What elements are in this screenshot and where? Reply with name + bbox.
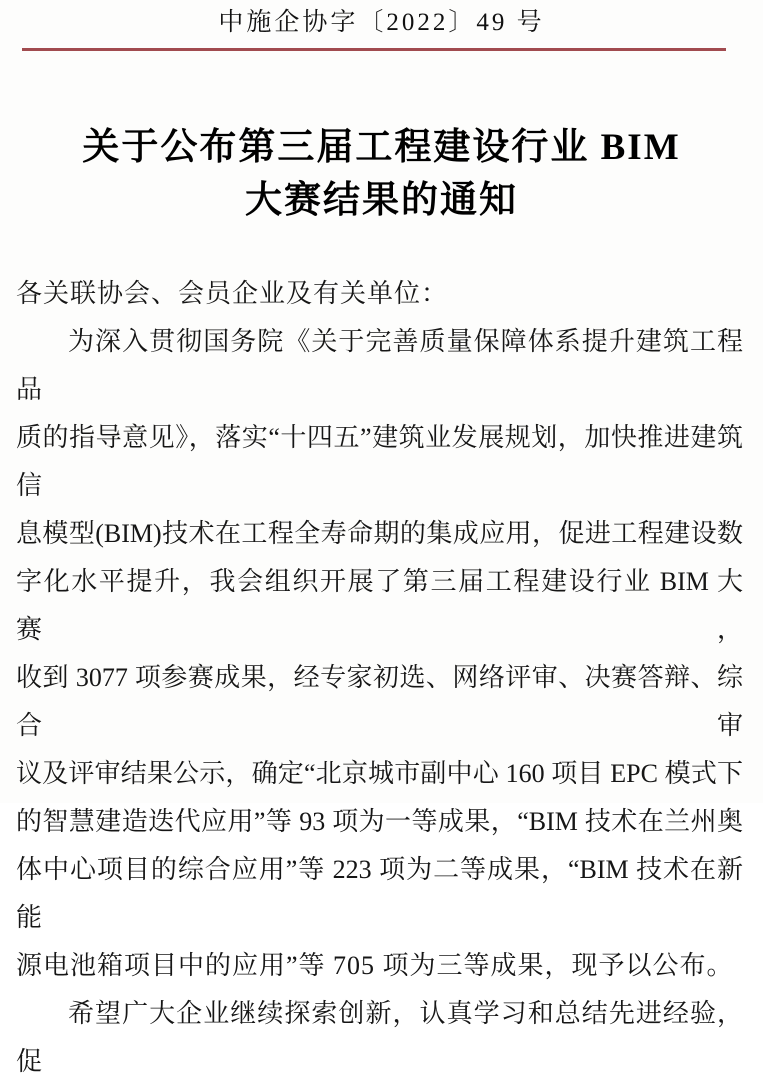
body-line: 息模型(BIM)技术在工程全寿命期的集成应用，促进工程建设数 <box>16 519 743 548</box>
title-line-2: 大赛结果的通知 <box>245 180 518 221</box>
body-line: 字化水平提升，我会组织开展了第三届工程建设行业 BIM 大赛， <box>16 567 743 644</box>
title-line-1: 关于公布第三届工程建设行业 BIM <box>82 127 681 168</box>
doc-number: 中施企协字〔2022〕49 号 <box>218 9 545 36</box>
body-line: 源电池箱项目中的应用”等 705 项为三等成果，现予以公布。 <box>16 951 734 980</box>
document-body <box>16 270 743 1086</box>
body-line: 议及评审结果公示，确定“北京城市副中心 160 项目 EPC 模式下 <box>16 759 743 788</box>
body-line: 体中心项目的综合应用”等 223 项为二等成果，“BIM 技术在新能 <box>16 855 743 932</box>
body-line: 为深入贯彻国务院《关于完善质量保障体系提升建筑工程品 <box>16 327 743 404</box>
document-title <box>0 121 763 227</box>
salutation-line: 各关联协会、会员企业及有关单位： <box>16 279 449 308</box>
body-line: 收到 3077 项参赛成果，经专家初选、网络评审、决赛答辩、综合审 <box>16 663 743 740</box>
body-line: 的智慧建造迭代应用”等 93 项为一等成果，“BIM 技术在兰州奥 <box>16 807 743 836</box>
body-line: 质的指导意见》，落实“十四五”建筑业发展规划，加快推进建筑信 <box>16 423 743 500</box>
header-divider-rule <box>22 48 726 51</box>
body-line: 希望广大企业继续探索创新，认真学习和总结先进经验，促 <box>16 999 743 1076</box>
